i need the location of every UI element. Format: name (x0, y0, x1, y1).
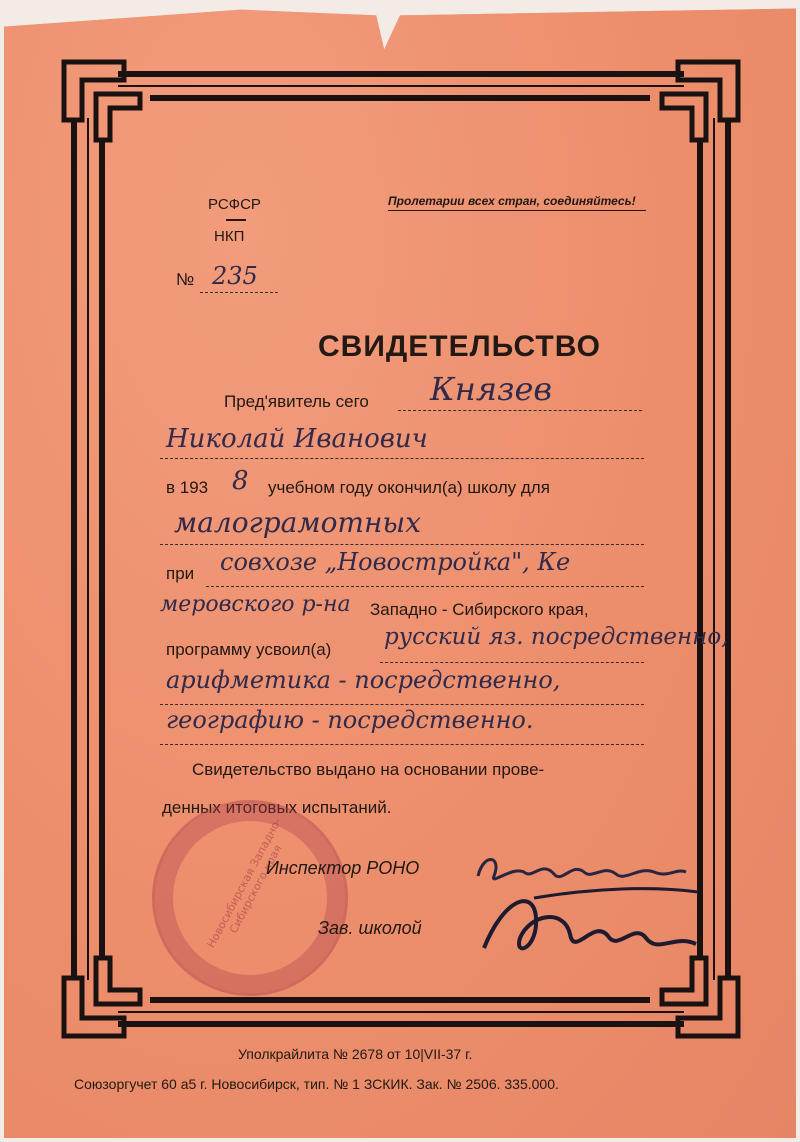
bearer-surname: Князев (430, 370, 553, 408)
issued-line-2: денных итоговых испытаний. (162, 798, 392, 817)
header-separator (226, 219, 246, 221)
bearer-label: Пред'явитель сего (224, 392, 369, 411)
year-prefix: в 193 (166, 478, 209, 497)
inspector-label: Инспектор РОНО (266, 858, 420, 878)
finished-text: учебном году окончил(а) школу для (268, 478, 550, 497)
subject-1-line (380, 662, 644, 663)
subject-2-line (160, 704, 644, 705)
school-type: малограмотных (174, 506, 422, 539)
document-title: СВИДЕТЕЛЬСТВО (318, 330, 601, 363)
surname-line (398, 410, 642, 411)
subject-2: арифметика - посредственно, (166, 666, 561, 694)
given-names-line (160, 458, 644, 459)
number-label: № (176, 270, 195, 289)
bearer-given-names: Николай Иванович (166, 424, 428, 454)
at-line (206, 586, 644, 587)
header-country: РСФСР (208, 196, 261, 213)
director-label: Зав. школой (318, 918, 422, 938)
year-digit: 8 (232, 466, 249, 496)
at-label: при (166, 564, 195, 583)
subject-1: русский яз. посредственно, (384, 624, 729, 650)
program-label: программу усвоил(а) (166, 640, 332, 659)
round-stamp (152, 800, 348, 996)
subject-3-line (160, 744, 644, 745)
footer-line-1: Уполкрайлита № 2678 от 10|VII-37 г. (238, 1046, 473, 1062)
issued-line-1: Свидетельство выдано на основании прове- (192, 760, 545, 779)
header-ministry: НКП (214, 228, 245, 245)
document-number: 235 (212, 262, 258, 290)
region-text: Западно - Сибирского края, (370, 600, 589, 619)
number-line (200, 292, 278, 293)
school-type-line (160, 544, 644, 545)
subject-3: географию - посредственно. (166, 706, 534, 734)
at-value: совхозе „Новостройка", Ке (220, 548, 571, 576)
footer-line-2: Союзоргучет 60 а5 г. Новосибирск, тип. № 1 ЗСКИК. Зак. № 2506. 335.000. (74, 1076, 559, 1092)
stamp-text: Новосибирская Западно-Сибирского края (204, 815, 285, 951)
slogan-underline (388, 210, 646, 211)
district-value: меровского р-на (160, 592, 351, 617)
director-signature (474, 878, 704, 978)
slogan: Пролетарии всех стран, соединяйтесь! (388, 194, 636, 208)
